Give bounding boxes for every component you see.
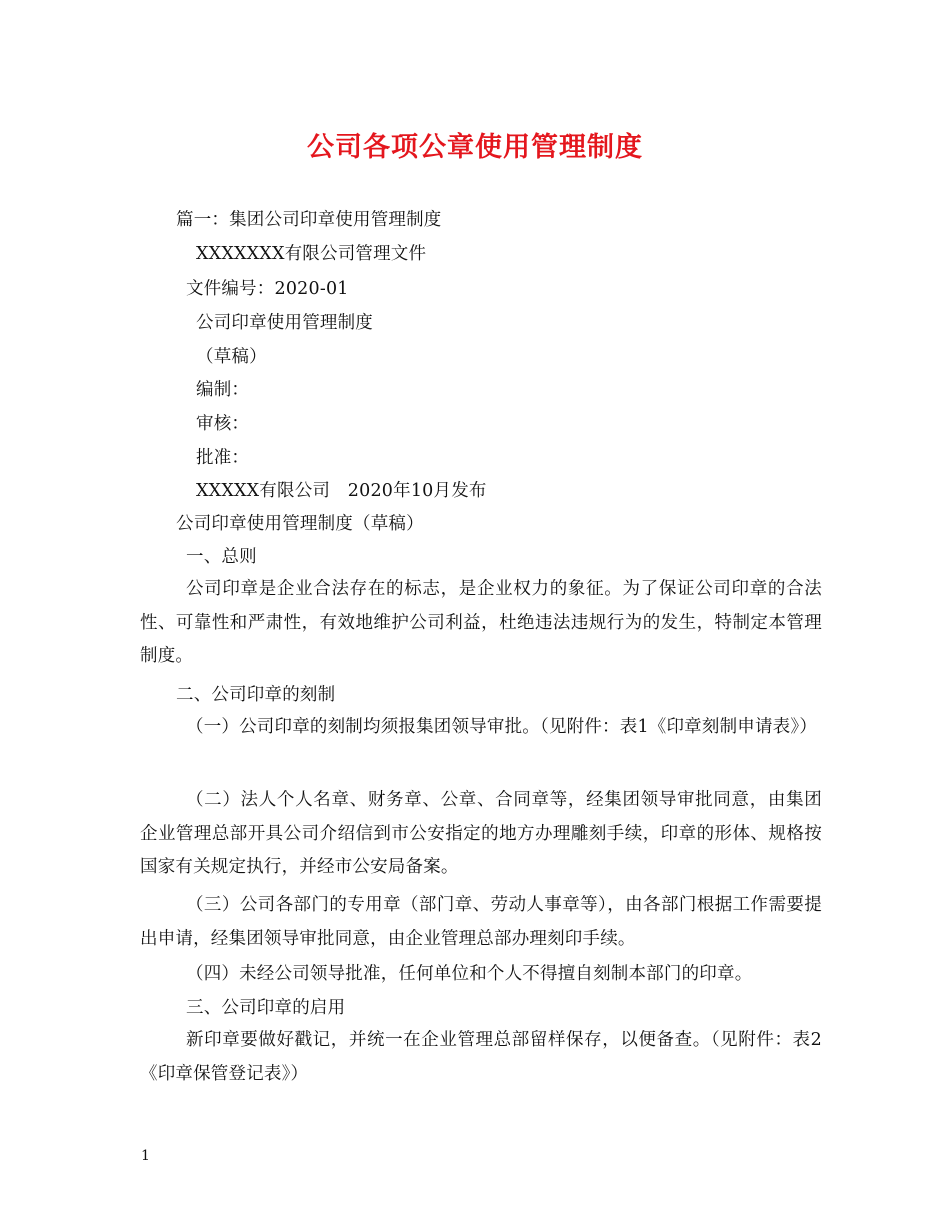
paragraph-seal-activation: 新印章要做好戳记，并统一在企业管理总部留样保存，以便备查。（见附件：表2《印章保管登记表》） <box>140 1030 822 1084</box>
heading-seal-activation: 三、公司印章的启用 <box>186 998 346 1018</box>
publisher-and-date: XXXXX有限公司 2020年10月发布 <box>196 481 487 501</box>
document-number: 文件编号：2020-01 <box>186 279 349 299</box>
paragraph-engraving-item-2: （二）法人个人名章、财务章、公章、合同章等，经集团领导审批同意，由集团企业管理总部开具公司介绍信到市公安指定的地方办理雕刻手续，印章的形体、规格按国家有关规定执行，并经市公安局备案。 <box>140 790 822 877</box>
regulation-title-line: 公司印章使用管理制度（草稿） <box>176 514 424 534</box>
paragraph-engraving-item-4: （四）未经公司领导批准，任何单位和个人不得擅自刻制本部门的印章。 <box>186 964 753 984</box>
draft-label: （草稿） <box>196 347 267 367</box>
section-heading-part-one: 篇一：集团公司印章使用管理制度 <box>176 210 442 230</box>
reviewed-by-field: 审核： <box>196 414 250 434</box>
company-document-header: XXXXXXX有限公司管理文件 <box>196 244 427 264</box>
document-subtitle: 公司印章使用管理制度 <box>196 313 373 333</box>
heading-general-provisions: 一、总则 <box>186 547 257 567</box>
paragraph-engraving-item-1: （一）公司印章的刻制均须报集团领导审批。（见附件：表1《印章刻制申请表》） <box>186 717 818 737</box>
page-number: 1 <box>141 1148 150 1164</box>
approved-by-field: 批准： <box>196 448 250 468</box>
heading-seal-engraving: 二、公司印章的刻制 <box>176 685 336 705</box>
paragraph-engraving-item-3: （三）公司各部门的专用章（部门章、劳动人事章等），由各部门根据工作需要提出申请，经集团领导审批同意，由企业管理总部办理刻印手续。 <box>140 895 822 949</box>
paragraph-general-provisions: 公司印章是企业合法存在的标志，是企业权力的象征。为了保证公司印章的合法性、可靠性和严肃性，有效地维护公司利益，杜绝违法违规行为的发生，特制定本管理制度。 <box>140 579 822 666</box>
prepared-by-field: 编制： <box>196 380 250 400</box>
document-title: 公司各项公章使用管理制度 <box>307 132 643 163</box>
